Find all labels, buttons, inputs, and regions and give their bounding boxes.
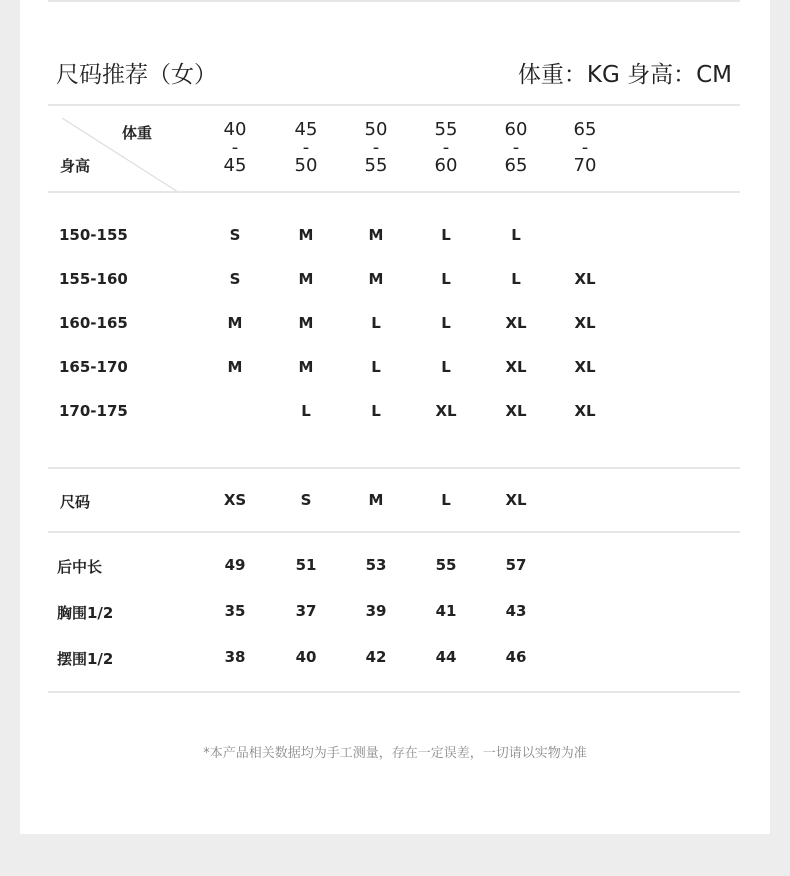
weight-range-dash: - bbox=[372, 137, 380, 158]
divider-top bbox=[48, 0, 740, 2]
units-label: 体重：KG 身高：CM bbox=[517, 62, 732, 88]
corner-weight-label: 体重 bbox=[122, 124, 153, 142]
measurement-value-cell: 42 bbox=[365, 648, 387, 666]
recommended-size-cell: L bbox=[441, 270, 451, 288]
recommended-size-cell: M bbox=[298, 358, 314, 376]
recommended-size-cell: L bbox=[511, 226, 521, 244]
recommended-size-cell: M bbox=[298, 314, 314, 332]
weight-range-dash: - bbox=[442, 137, 450, 158]
recommended-size-cell: L bbox=[371, 314, 381, 332]
size-header-cell: M bbox=[368, 491, 384, 509]
divider-measurements bbox=[48, 531, 740, 533]
weight-range-to: 65 bbox=[504, 155, 528, 176]
weight-range-header bbox=[496, 121, 536, 175]
weight-range-dash: - bbox=[231, 137, 239, 158]
recommended-size-cell: L bbox=[441, 314, 451, 332]
size-header-cell: L bbox=[441, 491, 451, 509]
weight-range-dash: - bbox=[302, 137, 310, 158]
measurement-value-cell: 40 bbox=[295, 648, 317, 666]
divider-header bbox=[48, 104, 740, 106]
divider-size-section bbox=[48, 467, 740, 469]
measurement-value-cell: 37 bbox=[295, 602, 317, 620]
weight-range-to: 55 bbox=[364, 155, 388, 176]
weight-range-header bbox=[565, 121, 605, 175]
measurement-label: 胸围1/2 bbox=[57, 604, 114, 622]
measurement-label: 后中长 bbox=[57, 558, 103, 576]
recommended-size-cell: XL bbox=[574, 402, 596, 420]
recommended-size-cell: XL bbox=[505, 358, 527, 376]
recommended-size-cell: M bbox=[227, 358, 243, 376]
measurement-value-cell: 57 bbox=[505, 556, 527, 574]
measurement-value-cell: 41 bbox=[435, 602, 457, 620]
divider-bottom bbox=[48, 691, 740, 693]
weight-range-from: 45 bbox=[294, 119, 318, 140]
recommended-size-cell: L bbox=[301, 402, 311, 420]
height-range-label: 150-155 bbox=[59, 226, 128, 244]
height-range-label: 170-175 bbox=[59, 402, 128, 420]
page-title: 尺码推荐（女） bbox=[56, 62, 217, 88]
recommended-size-cell: XL bbox=[574, 358, 596, 376]
weight-range-header bbox=[215, 121, 255, 175]
measurement-value-cell: 49 bbox=[224, 556, 246, 574]
size-label: 尺码 bbox=[60, 493, 91, 511]
recommended-size-cell: L bbox=[371, 402, 381, 420]
weight-range-from: 40 bbox=[223, 119, 247, 140]
recommended-size-cell: S bbox=[229, 226, 241, 244]
weight-range-header bbox=[356, 121, 396, 175]
recommended-size-cell: M bbox=[368, 226, 384, 244]
recommended-size-cell: L bbox=[371, 358, 381, 376]
measurement-value-cell: 39 bbox=[365, 602, 387, 620]
recommended-size-cell: M bbox=[298, 270, 314, 288]
recommended-size-cell: L bbox=[511, 270, 521, 288]
height-range-label: 165-170 bbox=[59, 358, 128, 376]
weight-range-from: 50 bbox=[364, 119, 388, 140]
size-header-cell: XL bbox=[505, 491, 527, 509]
recommended-size-cell: XL bbox=[574, 314, 596, 332]
recommended-size-cell: M bbox=[298, 226, 314, 244]
weight-range-from: 60 bbox=[504, 119, 528, 140]
recommended-size-cell: L bbox=[441, 358, 451, 376]
footnote: *本产品相关数据均为手工测量，存在一定误差，一切请以实物为准 bbox=[203, 746, 587, 761]
weight-range-to: 50 bbox=[294, 155, 318, 176]
measurement-value-cell: 44 bbox=[435, 648, 457, 666]
recommended-size-cell: XL bbox=[505, 314, 527, 332]
weight-range-to: 70 bbox=[573, 155, 597, 176]
recommended-size-cell: S bbox=[229, 270, 241, 288]
recommended-size-cell: XL bbox=[574, 270, 596, 288]
height-range-label: 160-165 bbox=[59, 314, 128, 332]
measurement-value-cell: 51 bbox=[295, 556, 317, 574]
divider-weight-header bbox=[48, 191, 740, 193]
weight-range-from: 55 bbox=[434, 119, 458, 140]
recommended-size-cell: XL bbox=[505, 402, 527, 420]
measurement-value-cell: 43 bbox=[505, 602, 527, 620]
weight-range-header bbox=[286, 121, 326, 175]
measurement-value-cell: 38 bbox=[224, 648, 246, 666]
weight-range-to: 45 bbox=[223, 155, 247, 176]
recommended-size-cell: XL bbox=[435, 402, 457, 420]
corner-height-label: 身高 bbox=[60, 157, 91, 175]
measurement-value-cell: 46 bbox=[505, 648, 527, 666]
weight-range-dash: - bbox=[512, 137, 520, 158]
recommended-size-cell: M bbox=[227, 314, 243, 332]
weight-range-header bbox=[426, 121, 466, 175]
weight-range-to: 60 bbox=[434, 155, 458, 176]
measurement-value-cell: 55 bbox=[435, 556, 457, 574]
measurement-label: 摆围1/2 bbox=[57, 650, 114, 668]
size-header-cell: S bbox=[300, 491, 312, 509]
recommended-size-cell: L bbox=[441, 226, 451, 244]
weight-range-dash: - bbox=[581, 137, 589, 158]
recommended-size-cell: M bbox=[368, 270, 384, 288]
height-range-label: 155-160 bbox=[59, 270, 128, 288]
measurement-value-cell: 53 bbox=[365, 556, 387, 574]
weight-range-from: 65 bbox=[573, 119, 597, 140]
measurement-value-cell: 35 bbox=[224, 602, 246, 620]
size-header-cell: XS bbox=[223, 491, 247, 509]
